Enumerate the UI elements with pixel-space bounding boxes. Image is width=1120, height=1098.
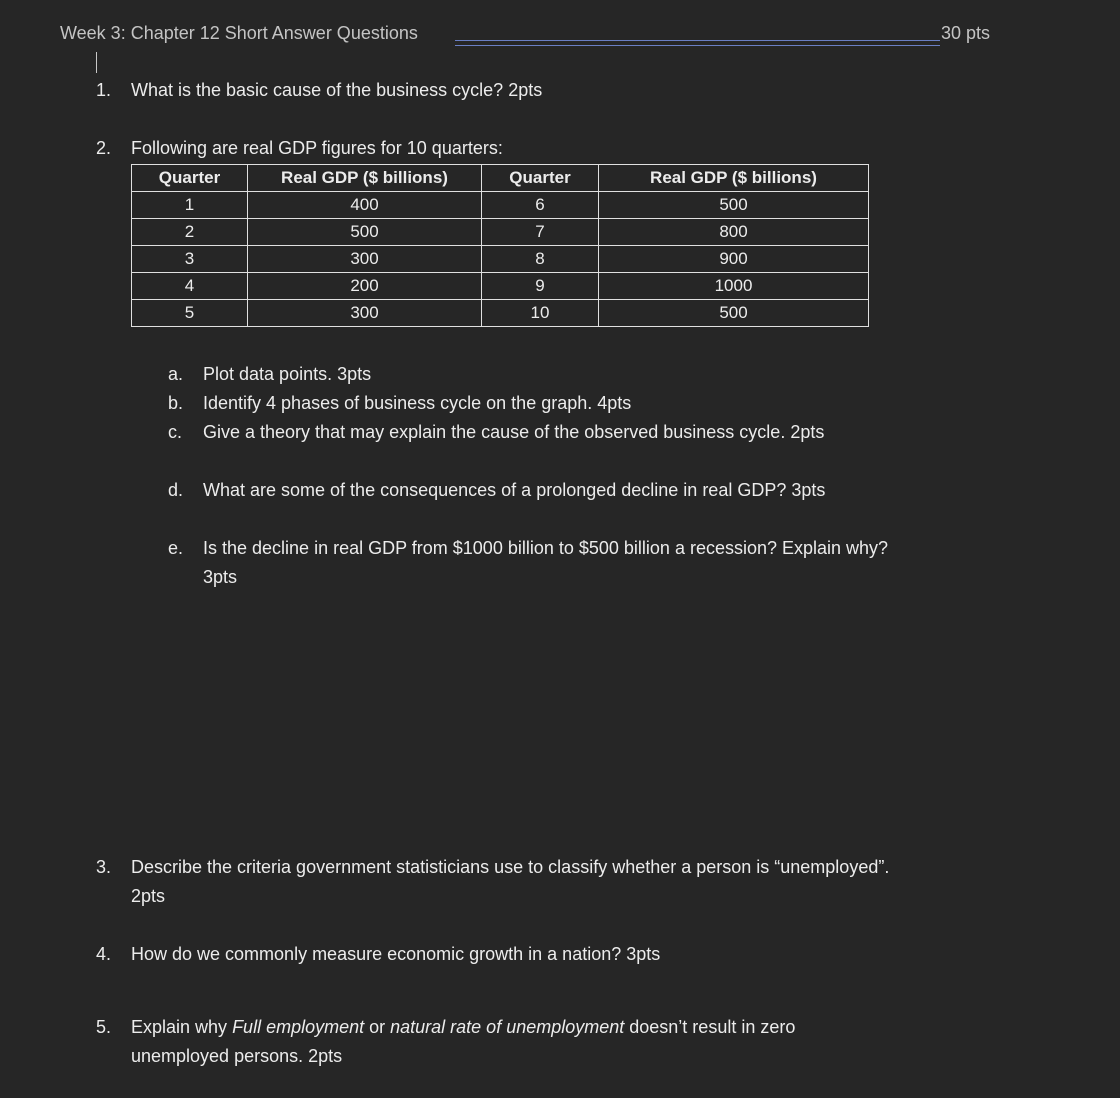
- table-row: [132, 246, 869, 273]
- subquestion-e-letter: e.: [168, 538, 184, 558]
- total-points: 30 pts: [941, 23, 991, 43]
- q5-emphasis-natural-rate: natural rate of unemployment: [390, 1017, 625, 1037]
- question-1-number: 1.: [96, 80, 112, 100]
- q5-pre: Explain why: [131, 1017, 233, 1037]
- table-header: Quarter: [482, 165, 599, 192]
- subquestion-e-text: Is the decline in real GDP from $1000 billion to $500 billion a recession? Explain why?: [203, 538, 889, 558]
- q5-mid: or: [364, 1017, 391, 1037]
- table-cell: 5: [132, 300, 248, 327]
- subquestion-d-letter: d.: [168, 480, 184, 500]
- table-row: [132, 219, 869, 246]
- question-5-number: 5.: [96, 1017, 112, 1037]
- table-cell: 300: [248, 246, 482, 273]
- question-3-text: Describe the criteria government statisticians use to classify whether a person is “unemployed”.: [131, 857, 890, 877]
- table-cell: 1000: [599, 273, 869, 300]
- question-4-number: 4.: [96, 944, 112, 964]
- q5-post: doesn’t result in zero: [624, 1017, 796, 1037]
- subquestion-e-points: 3pts: [203, 567, 238, 587]
- question-5-line2: unemployed persons. 2pts: [131, 1046, 343, 1066]
- table-cell: 9: [482, 273, 599, 300]
- document-title: Week 3: Chapter 12 Short Answer Questions: [60, 23, 418, 43]
- table-cell: 8: [482, 246, 599, 273]
- question-4-text: How do we commonly measure economic growth in a nation? 3pts: [131, 944, 661, 964]
- table-cell: 800: [599, 219, 869, 246]
- table-cell: 7: [482, 219, 599, 246]
- subquestion-b-letter: b.: [168, 393, 184, 413]
- text-cursor: [96, 52, 97, 73]
- table-cell: 2: [132, 219, 248, 246]
- subquestion-a-letter: a.: [168, 364, 184, 384]
- gdp-table: [131, 164, 869, 327]
- table-cell: 200: [248, 273, 482, 300]
- title-underline: [455, 40, 940, 46]
- table-cell: 4: [132, 273, 248, 300]
- question-3-number: 3.: [96, 857, 112, 877]
- table-cell: 900: [599, 246, 869, 273]
- table-cell: 3: [132, 246, 248, 273]
- table-cell: 500: [248, 219, 482, 246]
- subquestion-c-text: Give a theory that may explain the cause of the observed business cycle. 2pts: [203, 422, 825, 442]
- table-cell: 1: [132, 192, 248, 219]
- table-header: Real GDP ($ billions): [248, 165, 482, 192]
- subquestion-d-text: What are some of the consequences of a prolonged decline in real GDP? 3pts: [203, 480, 826, 500]
- subquestion-a-text: Plot data points. 3pts: [203, 364, 372, 384]
- table-cell: 10: [482, 300, 599, 327]
- table-cell: 500: [599, 192, 869, 219]
- question-5-text: [131, 1016, 795, 1038]
- table-cell: 6: [482, 192, 599, 219]
- table-header-row: [132, 165, 869, 192]
- table-header: Real GDP ($ billions): [599, 165, 869, 192]
- table-header: Quarter: [132, 165, 248, 192]
- subquestion-c-letter: c.: [168, 422, 183, 442]
- table-row: [132, 273, 869, 300]
- question-2-text: Following are real GDP figures for 10 quarters:: [131, 138, 503, 158]
- table-row: [132, 300, 869, 327]
- table-row: [132, 192, 869, 219]
- subquestion-b-text: Identify 4 phases of business cycle on the graph. 4pts: [203, 393, 632, 413]
- q5-emphasis-full-employment: Full employment: [232, 1017, 365, 1037]
- table-cell: 400: [248, 192, 482, 219]
- table-cell: 300: [248, 300, 482, 327]
- question-1-text: What is the basic cause of the business cycle? 2pts: [131, 80, 543, 100]
- question-2-number: 2.: [96, 138, 112, 158]
- question-3-points: 2pts: [131, 886, 166, 906]
- table-cell: 500: [599, 300, 869, 327]
